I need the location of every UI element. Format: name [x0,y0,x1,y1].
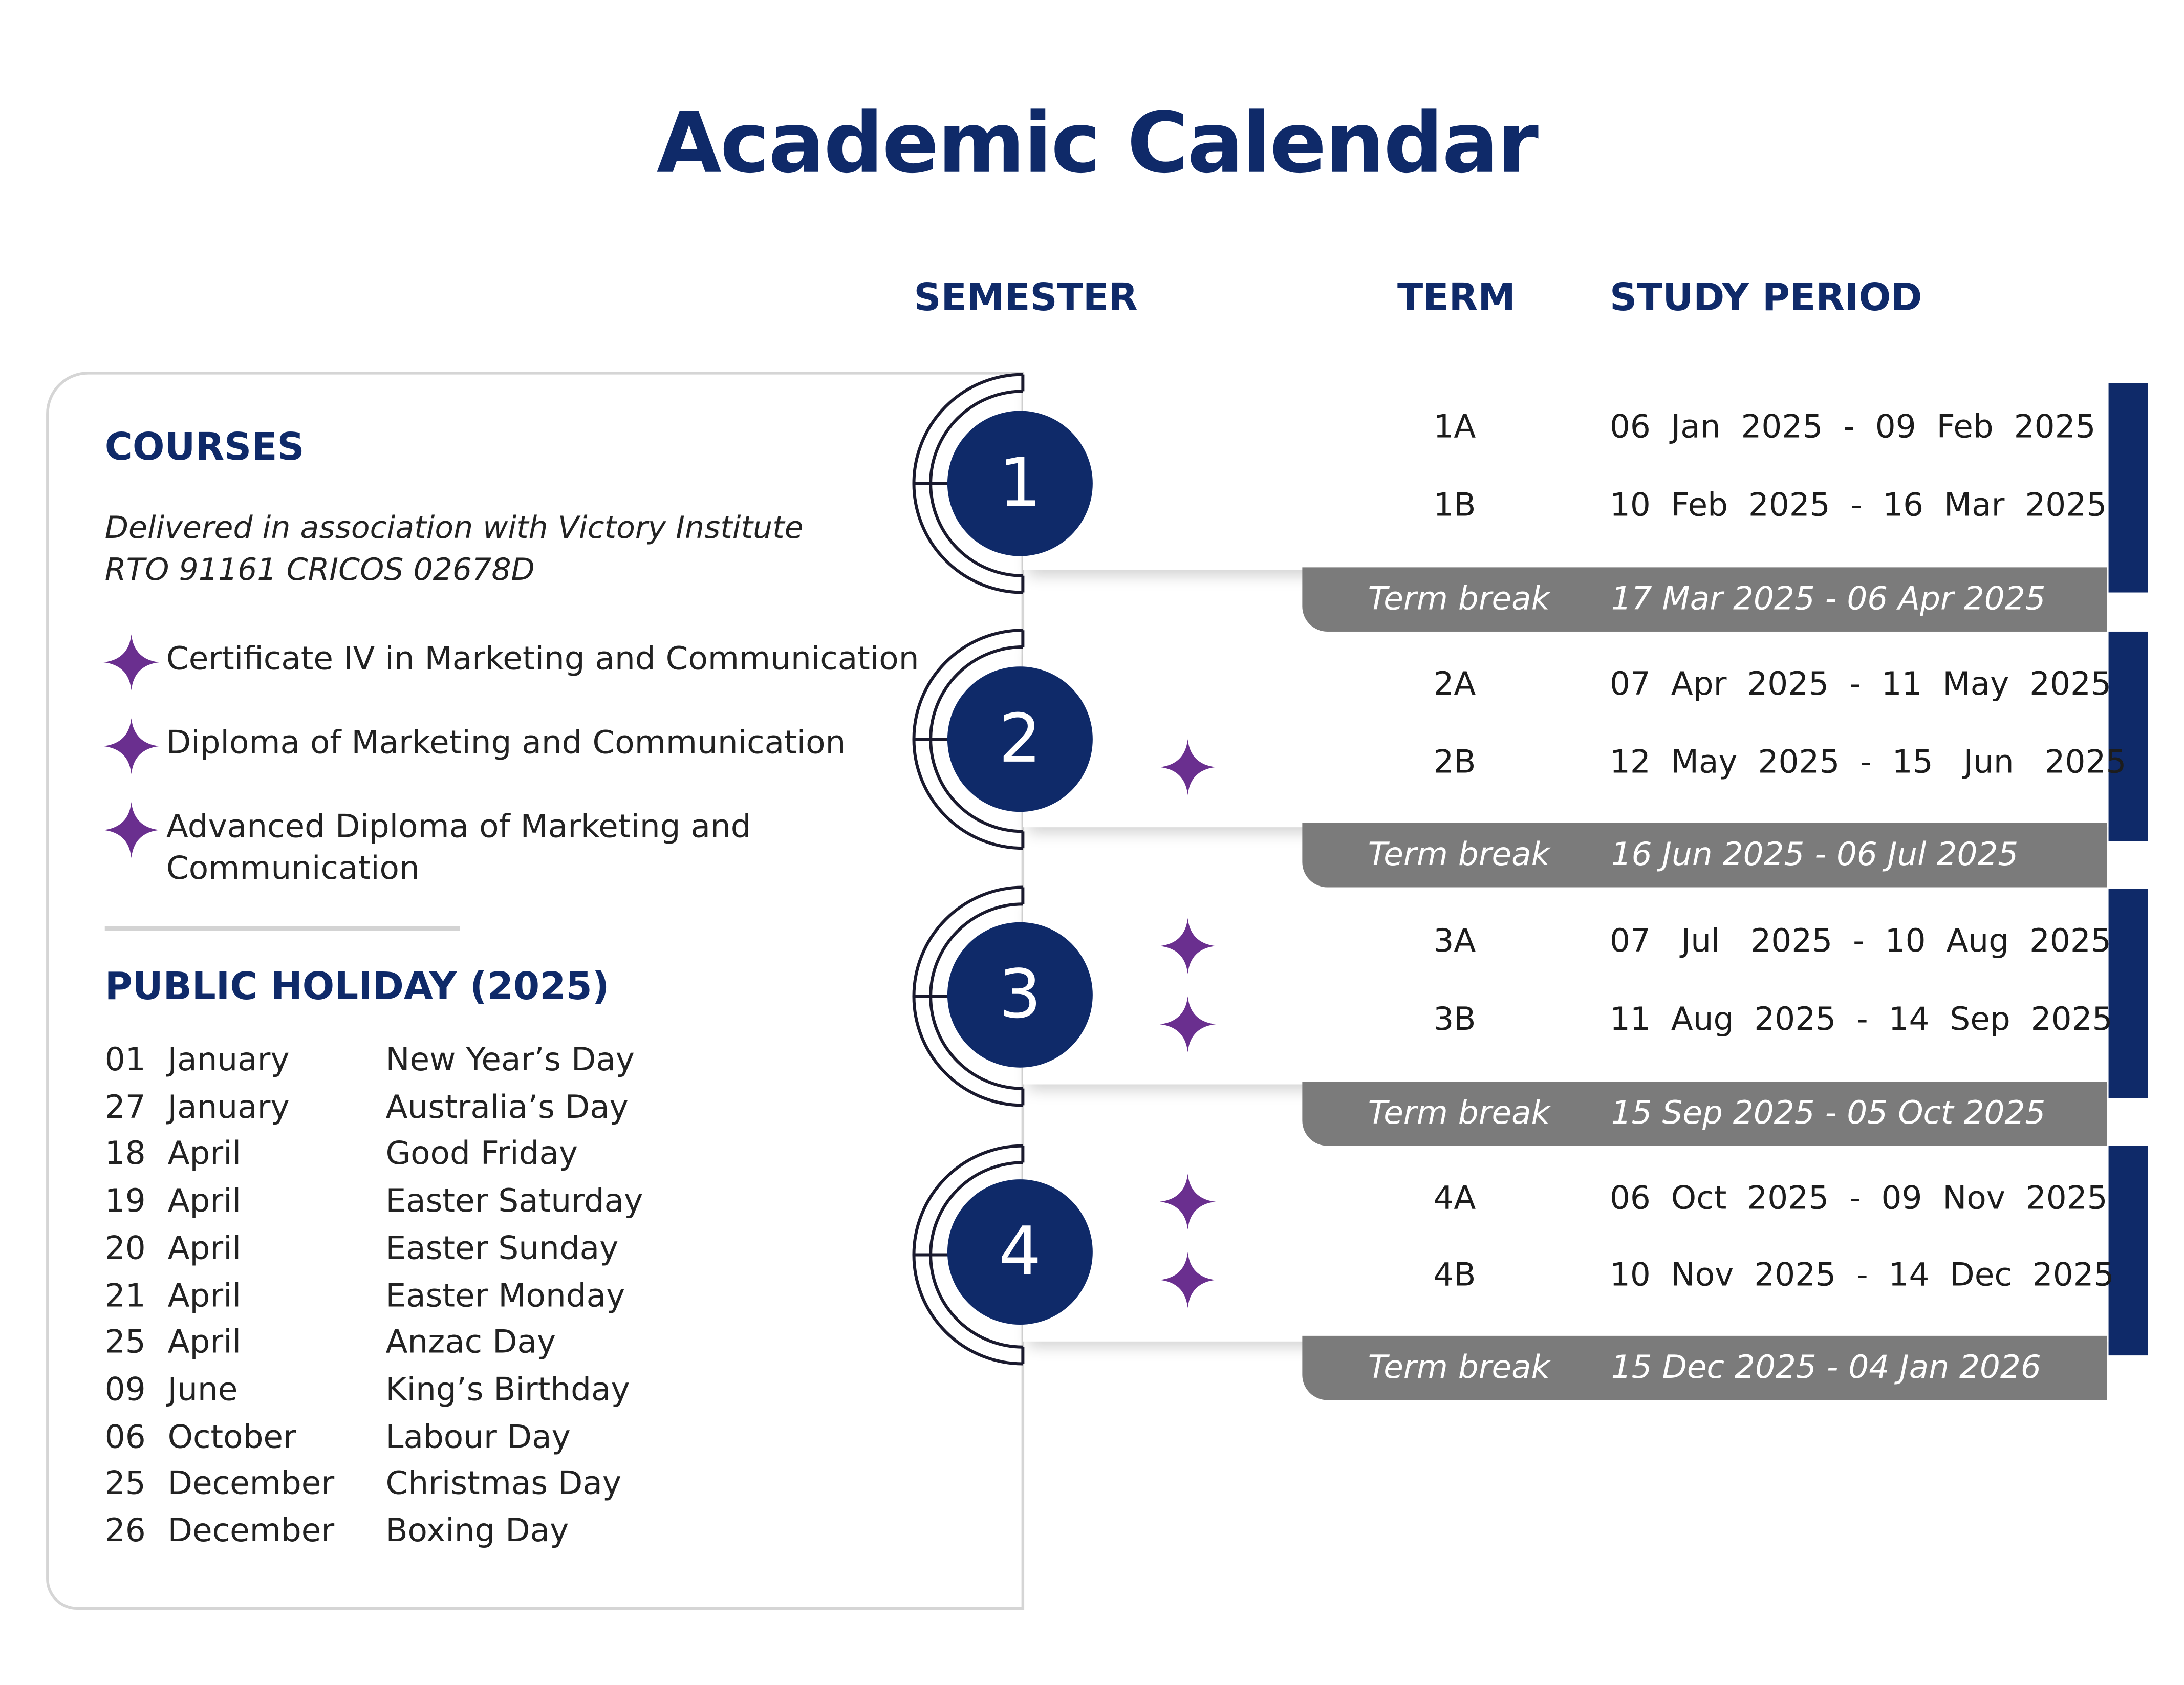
course-star-icon [103,718,159,774]
holiday-month: April [167,1230,242,1267]
holiday-day: 19 [104,1183,146,1220]
holiday-day: 25 [104,1466,146,1503]
term-star-icon [1160,1174,1216,1229]
study-period: 10 Feb 2025 - 16 Mar 2025 [1609,487,2107,524]
term-label: 3A [1433,923,1476,960]
holiday-day: 25 [104,1325,146,1362]
term-star-icon [1160,1252,1216,1308]
holiday-month: January [167,1042,290,1079]
semester-accent-tab [2109,889,2148,1098]
course-star-icon [103,634,159,690]
study-period: 06 Jan 2025 - 09 Feb 2025 [1609,409,2096,446]
study-period: 10 Nov 2025 - 14 Dec 2025 [1609,1258,2114,1294]
holiday-month: October [167,1419,296,1456]
holiday-month: June [167,1372,238,1409]
term-break-bar [1302,823,2107,888]
holiday-row [105,1462,943,1509]
holiday-name: Easter Monday [385,1278,625,1314]
term-label: 1A [1433,409,1476,446]
holiday-row [105,1132,943,1179]
term-break-label: Term break [1368,837,1550,874]
term-break-bar [1302,1336,2107,1400]
term-label: 3B [1433,1002,1476,1039]
term-star-icon [1160,739,1216,795]
holiday-row [105,1368,943,1415]
term-break-period: 15 Sep 2025 - 05 Oct 2025 [1611,1095,2046,1132]
holiday-day: 09 [104,1372,146,1409]
term-break-period: 16 Jun 2025 - 06 Jul 2025 [1611,837,2019,874]
semester-band [1023,632,2108,827]
term-break-label: Term break [1368,1350,1550,1387]
holiday-row [105,1179,943,1226]
term-break-period: 15 Dec 2025 - 04 Jan 2026 [1611,1350,2041,1387]
course-item-label: Diploma of Marketing and Communication [166,725,846,762]
holiday-name: Good Friday [385,1136,578,1173]
holiday-month: April [167,1325,242,1362]
holiday-name: Christmas Day [385,1466,622,1503]
course-item-label: Advanced Diploma of Marketing and [166,809,751,846]
holiday-day: 21 [104,1278,146,1314]
term-break-period: 17 Mar 2025 - 06 Apr 2025 [1611,581,2046,618]
term-column-header: TERM [1397,276,1516,320]
term-break-bar [1302,567,2107,632]
holiday-name: Anzac Day [385,1325,556,1362]
holiday-day: 01 [104,1042,146,1079]
holiday-row [105,1321,943,1368]
study-period-column-header: STUDY PERIOD [1609,276,1922,320]
holiday-row [105,1038,943,1085]
term-label: 2A [1433,666,1476,703]
semester-accent-tab [2109,1146,2148,1356]
term-break-label: Term break [1368,581,1550,618]
semester-number: 3 [947,922,1093,1068]
study-period: 07 Apr 2025 - 11 May 2025 [1609,666,2111,703]
semester-accent-tab [2109,632,2148,841]
public-holiday-heading: PUBLIC HOLIDAY (2025) [104,965,610,1009]
term-star-icon [1160,996,1216,1052]
semester-column-header: SEMESTER [914,276,1138,320]
holiday-name: Easter Saturday [385,1183,643,1220]
semester-accent-tab [2109,383,2148,593]
study-period: 06 Oct 2025 - 09 Nov 2025 [1609,1180,2108,1217]
section-divider [105,926,460,931]
course-item-label: Certificate IV in Marketing and Communication [166,641,919,678]
holiday-day: 06 [104,1419,146,1456]
holiday-name: New Year’s Day [385,1042,635,1079]
holiday-month: April [167,1183,242,1220]
holiday-row [105,1226,943,1273]
holiday-row [105,1085,943,1132]
holiday-month: January [167,1089,290,1126]
semester-number: 2 [947,666,1093,812]
holiday-day: 27 [104,1089,146,1126]
term-label: 2B [1433,745,1476,782]
courses-subtitle-line1: Delivered in association with Victory Institute [104,511,804,547]
holiday-day: 26 [104,1513,146,1550]
course-item-label-continued: Communication [166,851,420,888]
holiday-name: Easter Sunday [385,1230,619,1267]
term-label: 1B [1433,487,1476,524]
term-star-icon [1160,918,1216,974]
holiday-month: April [167,1136,242,1173]
holiday-name: Australia’s Day [385,1089,629,1126]
holiday-month: December [167,1466,335,1503]
semester-band [1023,375,2108,570]
courses-heading: COURSES [104,426,305,470]
courses-subtitle-line2: RTO 91161 CRICOS 02678D [104,553,535,589]
holiday-row [105,1273,943,1321]
term-label: 4B [1433,1258,1476,1294]
course-star-icon [103,802,159,858]
holiday-name: Boxing Day [385,1513,569,1550]
term-label: 4A [1433,1180,1476,1217]
holiday-day: 20 [104,1230,146,1267]
holiday-row [105,1509,943,1556]
holiday-month: December [167,1513,335,1550]
term-break-label: Term break [1368,1095,1550,1132]
holiday-name: Labour Day [385,1419,571,1456]
study-period: 11 Aug 2025 - 14 Sep 2025 [1609,1002,2113,1039]
holiday-name: King’s Birthday [385,1372,630,1409]
page-title: Academic Calendar [656,95,1538,193]
semester-number: 4 [947,1179,1093,1325]
holiday-row [105,1415,943,1462]
term-break-bar [1302,1082,2107,1146]
holiday-month: April [167,1278,242,1314]
study-period: 12 May 2025 - 15 Jun 2025 [1609,745,2127,782]
study-period: 07 Jul 2025 - 10 Aug 2025 [1609,923,2111,960]
holiday-day: 18 [104,1136,146,1173]
semester-number: 1 [947,411,1093,556]
